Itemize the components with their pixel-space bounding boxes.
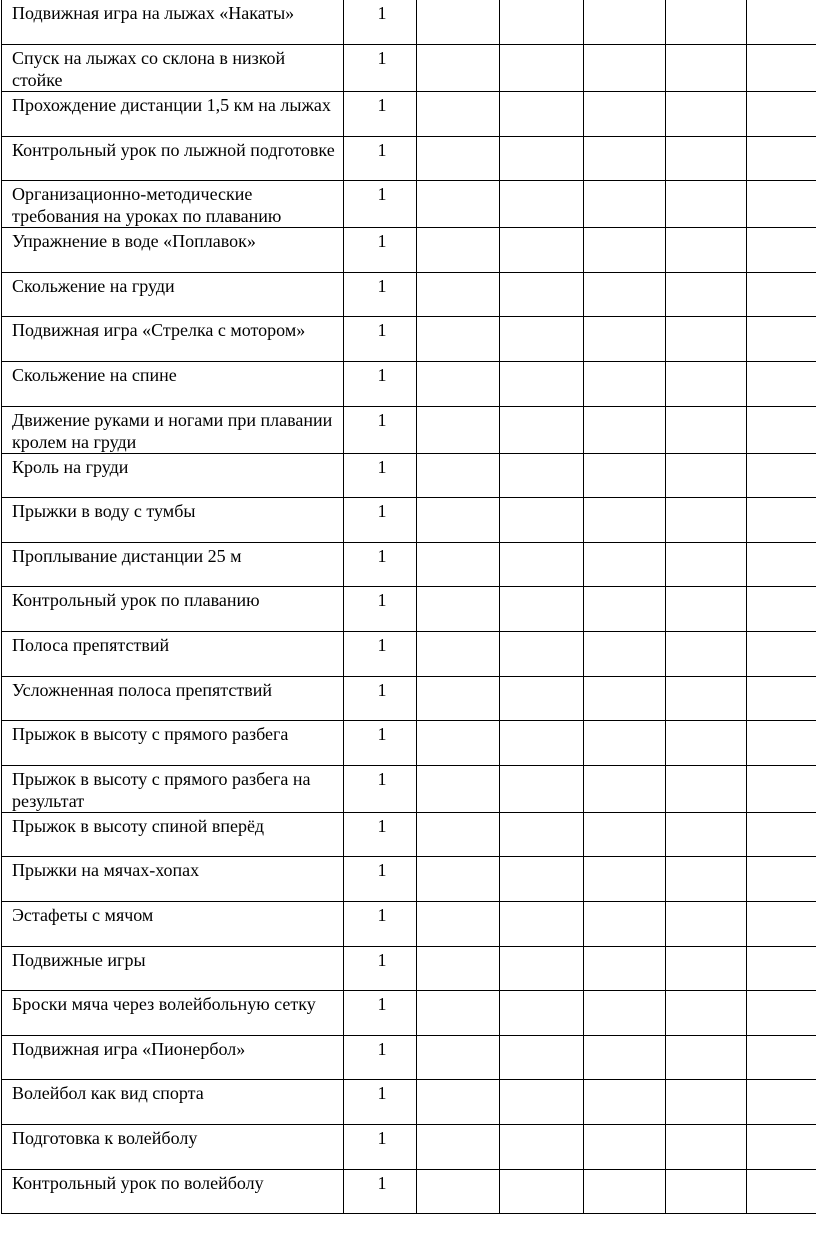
empty-cell bbox=[666, 45, 747, 92]
table-row bbox=[2, 946, 816, 991]
table-row bbox=[2, 136, 816, 181]
empty-cell bbox=[747, 542, 816, 587]
empty-cell bbox=[500, 765, 584, 812]
lesson-hours-cell: 1 bbox=[344, 181, 417, 228]
lesson-hours-cell: 1 bbox=[344, 453, 417, 498]
lesson-topic-cell: Прохождение дистанции 1,5 км на лыжах bbox=[2, 92, 344, 137]
table-row bbox=[2, 453, 816, 498]
empty-cell bbox=[666, 902, 747, 947]
empty-cell bbox=[666, 317, 747, 362]
empty-cell bbox=[584, 721, 666, 766]
empty-cell bbox=[500, 902, 584, 947]
table-row bbox=[2, 228, 816, 273]
lesson-topic-cell: Подвижные игры bbox=[2, 946, 344, 991]
empty-cell bbox=[666, 1124, 747, 1169]
empty-cell bbox=[584, 317, 666, 362]
lesson-topic-cell: Скольжение на спине bbox=[2, 362, 344, 407]
empty-cell bbox=[500, 857, 584, 902]
empty-cell bbox=[666, 362, 747, 407]
table-row bbox=[2, 765, 816, 812]
empty-cell bbox=[666, 676, 747, 721]
empty-cell bbox=[666, 542, 747, 587]
lesson-hours-cell: 1 bbox=[344, 406, 417, 453]
empty-cell bbox=[500, 721, 584, 766]
empty-cell bbox=[417, 946, 500, 991]
empty-cell bbox=[584, 1035, 666, 1080]
empty-cell bbox=[747, 1124, 816, 1169]
empty-cell bbox=[417, 45, 500, 92]
empty-cell bbox=[417, 0, 500, 45]
lesson-hours-cell: 1 bbox=[344, 498, 417, 543]
lesson-hours-cell: 1 bbox=[344, 362, 417, 407]
table-row bbox=[2, 317, 816, 362]
empty-cell bbox=[500, 0, 584, 45]
table-row bbox=[2, 587, 816, 632]
empty-cell bbox=[584, 542, 666, 587]
table-row bbox=[2, 542, 816, 587]
empty-cell bbox=[747, 1169, 816, 1214]
empty-cell bbox=[500, 228, 584, 273]
empty-cell bbox=[747, 946, 816, 991]
empty-cell bbox=[584, 228, 666, 273]
empty-cell bbox=[500, 1169, 584, 1214]
empty-cell bbox=[666, 228, 747, 273]
empty-cell bbox=[500, 812, 584, 857]
empty-cell bbox=[500, 45, 584, 92]
empty-cell bbox=[747, 1080, 816, 1125]
empty-cell bbox=[666, 991, 747, 1036]
empty-cell bbox=[584, 632, 666, 677]
empty-cell bbox=[584, 498, 666, 543]
empty-cell bbox=[417, 1169, 500, 1214]
lesson-hours-cell: 1 bbox=[344, 1124, 417, 1169]
lesson-topic-cell: Подготовка к волейболу bbox=[2, 1124, 344, 1169]
table-row bbox=[2, 0, 816, 45]
empty-cell bbox=[747, 136, 816, 181]
table-row bbox=[2, 92, 816, 137]
empty-cell bbox=[747, 721, 816, 766]
empty-cell bbox=[666, 498, 747, 543]
empty-cell bbox=[500, 362, 584, 407]
empty-cell bbox=[500, 136, 584, 181]
lesson-topic-cell: Прыжок в высоту с прямого разбега на результат bbox=[2, 765, 344, 812]
empty-cell bbox=[747, 406, 816, 453]
empty-cell bbox=[747, 632, 816, 677]
empty-cell bbox=[666, 587, 747, 632]
empty-cell bbox=[747, 453, 816, 498]
empty-cell bbox=[666, 181, 747, 228]
empty-cell bbox=[747, 181, 816, 228]
empty-cell bbox=[666, 765, 747, 812]
empty-cell bbox=[584, 946, 666, 991]
lesson-topic-cell: Организационно-методические требования на уроках по плаванию bbox=[2, 181, 344, 228]
empty-cell bbox=[747, 902, 816, 947]
empty-cell bbox=[666, 812, 747, 857]
empty-cell bbox=[584, 453, 666, 498]
empty-cell bbox=[747, 317, 816, 362]
table-row bbox=[2, 1124, 816, 1169]
empty-cell bbox=[500, 317, 584, 362]
empty-cell bbox=[417, 92, 500, 137]
lesson-topic-cell: Движение руками и ногами при плавании кролем на груди bbox=[2, 406, 344, 453]
lesson-hours-cell: 1 bbox=[344, 136, 417, 181]
lesson-hours-cell: 1 bbox=[344, 946, 417, 991]
table-row bbox=[2, 1080, 816, 1125]
lesson-plan-table bbox=[1, 0, 816, 1214]
empty-cell bbox=[747, 0, 816, 45]
empty-cell bbox=[584, 136, 666, 181]
lesson-hours-cell: 1 bbox=[344, 0, 417, 45]
empty-cell bbox=[500, 272, 584, 317]
empty-cell bbox=[500, 498, 584, 543]
empty-cell bbox=[666, 1169, 747, 1214]
empty-cell bbox=[666, 946, 747, 991]
table-row bbox=[2, 991, 816, 1036]
empty-cell bbox=[584, 181, 666, 228]
empty-cell bbox=[417, 362, 500, 407]
lesson-hours-cell: 1 bbox=[344, 857, 417, 902]
empty-cell bbox=[584, 812, 666, 857]
lesson-hours-cell: 1 bbox=[344, 676, 417, 721]
empty-cell bbox=[417, 721, 500, 766]
empty-cell bbox=[500, 1080, 584, 1125]
empty-cell bbox=[666, 632, 747, 677]
empty-cell bbox=[500, 453, 584, 498]
lesson-topic-cell: Подвижная игра на лыжах «Накаты» bbox=[2, 0, 344, 45]
empty-cell bbox=[666, 406, 747, 453]
empty-cell bbox=[666, 453, 747, 498]
empty-cell bbox=[417, 991, 500, 1036]
empty-cell bbox=[417, 1080, 500, 1125]
empty-cell bbox=[666, 0, 747, 45]
table-row bbox=[2, 362, 816, 407]
empty-cell bbox=[584, 272, 666, 317]
empty-cell bbox=[584, 45, 666, 92]
lesson-topic-cell: Упражнение в воде «Поплавок» bbox=[2, 228, 344, 273]
empty-cell bbox=[417, 272, 500, 317]
lesson-topic-cell: Усложненная полоса препятствий bbox=[2, 676, 344, 721]
empty-cell bbox=[500, 676, 584, 721]
empty-cell bbox=[747, 1035, 816, 1080]
lesson-hours-cell: 1 bbox=[344, 812, 417, 857]
table-row bbox=[2, 272, 816, 317]
empty-cell bbox=[417, 498, 500, 543]
empty-cell bbox=[747, 272, 816, 317]
empty-cell bbox=[584, 857, 666, 902]
empty-cell bbox=[584, 406, 666, 453]
empty-cell bbox=[417, 317, 500, 362]
lesson-topic-cell: Контрольный урок по лыжной подготовке bbox=[2, 136, 344, 181]
empty-cell bbox=[500, 92, 584, 137]
lesson-topic-cell: Спуск на лыжах со склона в низкой стойке bbox=[2, 45, 344, 92]
empty-cell bbox=[500, 946, 584, 991]
table-row bbox=[2, 45, 816, 92]
table-row bbox=[2, 406, 816, 453]
empty-cell bbox=[417, 857, 500, 902]
lesson-topic-cell: Эстафеты с мячом bbox=[2, 902, 344, 947]
empty-cell bbox=[747, 362, 816, 407]
empty-cell bbox=[500, 406, 584, 453]
lesson-hours-cell: 1 bbox=[344, 228, 417, 273]
table-row bbox=[2, 498, 816, 543]
empty-cell bbox=[584, 1124, 666, 1169]
empty-cell bbox=[500, 1124, 584, 1169]
empty-cell bbox=[417, 1124, 500, 1169]
lesson-topic-cell: Проплывание дистанции 25 м bbox=[2, 542, 344, 587]
lesson-plan-body bbox=[2, 0, 816, 1214]
table-row bbox=[2, 902, 816, 947]
empty-cell bbox=[584, 902, 666, 947]
lesson-hours-cell: 1 bbox=[344, 587, 417, 632]
empty-cell bbox=[584, 587, 666, 632]
lesson-topic-cell: Броски мяча через волейбольную сетку bbox=[2, 991, 344, 1036]
empty-cell bbox=[666, 857, 747, 902]
empty-cell bbox=[417, 228, 500, 273]
lesson-topic-cell: Прыжок в высоту с прямого разбега bbox=[2, 721, 344, 766]
lesson-hours-cell: 1 bbox=[344, 991, 417, 1036]
lesson-topic-cell: Прыжки на мячах-хопах bbox=[2, 857, 344, 902]
table-row bbox=[2, 181, 816, 228]
table-row bbox=[2, 812, 816, 857]
lesson-hours-cell: 1 bbox=[344, 765, 417, 812]
empty-cell bbox=[417, 453, 500, 498]
empty-cell bbox=[417, 902, 500, 947]
empty-cell bbox=[417, 181, 500, 228]
lesson-topic-cell: Волейбол как вид спорта bbox=[2, 1080, 344, 1125]
empty-cell bbox=[584, 1169, 666, 1214]
lesson-hours-cell: 1 bbox=[344, 272, 417, 317]
table-row bbox=[2, 676, 816, 721]
lesson-topic-cell: Кроль на груди bbox=[2, 453, 344, 498]
table-row bbox=[2, 857, 816, 902]
empty-cell bbox=[417, 812, 500, 857]
empty-cell bbox=[747, 765, 816, 812]
lesson-hours-cell: 1 bbox=[344, 1169, 417, 1214]
empty-cell bbox=[666, 92, 747, 137]
empty-cell bbox=[747, 498, 816, 543]
empty-cell bbox=[500, 1035, 584, 1080]
table-row bbox=[2, 632, 816, 677]
table-row bbox=[2, 1169, 816, 1214]
empty-cell bbox=[584, 0, 666, 45]
empty-cell bbox=[666, 1035, 747, 1080]
empty-cell bbox=[747, 812, 816, 857]
table-row bbox=[2, 721, 816, 766]
empty-cell bbox=[584, 1080, 666, 1125]
lesson-hours-cell: 1 bbox=[344, 1035, 417, 1080]
empty-cell bbox=[584, 991, 666, 1036]
lesson-hours-cell: 1 bbox=[344, 317, 417, 362]
empty-cell bbox=[500, 542, 584, 587]
empty-cell bbox=[584, 676, 666, 721]
empty-cell bbox=[417, 542, 500, 587]
empty-cell bbox=[747, 45, 816, 92]
lesson-topic-cell: Подвижная игра «Стрелка с мотором» bbox=[2, 317, 344, 362]
lesson-topic-cell: Контрольный урок по волейболу bbox=[2, 1169, 344, 1214]
empty-cell bbox=[500, 587, 584, 632]
empty-cell bbox=[666, 272, 747, 317]
empty-cell bbox=[666, 1080, 747, 1125]
empty-cell bbox=[747, 92, 816, 137]
empty-cell bbox=[747, 991, 816, 1036]
lesson-topic-cell: Полоса препятствий bbox=[2, 632, 344, 677]
empty-cell bbox=[417, 1035, 500, 1080]
empty-cell bbox=[500, 991, 584, 1036]
lesson-hours-cell: 1 bbox=[344, 542, 417, 587]
lesson-topic-cell: Прыжки в воду с тумбы bbox=[2, 498, 344, 543]
empty-cell bbox=[500, 632, 584, 677]
lesson-hours-cell: 1 bbox=[344, 632, 417, 677]
empty-cell bbox=[500, 181, 584, 228]
empty-cell bbox=[584, 765, 666, 812]
empty-cell bbox=[584, 92, 666, 137]
empty-cell bbox=[666, 721, 747, 766]
table-row bbox=[2, 1035, 816, 1080]
empty-cell bbox=[417, 676, 500, 721]
lesson-hours-cell: 1 bbox=[344, 45, 417, 92]
empty-cell bbox=[417, 587, 500, 632]
empty-cell bbox=[666, 136, 747, 181]
empty-cell bbox=[417, 632, 500, 677]
empty-cell bbox=[747, 676, 816, 721]
lesson-topic-cell: Подвижная игра «Пионербол» bbox=[2, 1035, 344, 1080]
empty-cell bbox=[417, 765, 500, 812]
empty-cell bbox=[584, 362, 666, 407]
empty-cell bbox=[417, 136, 500, 181]
lesson-hours-cell: 1 bbox=[344, 1080, 417, 1125]
lesson-topic-cell: Прыжок в высоту спиной вперёд bbox=[2, 812, 344, 857]
lesson-hours-cell: 1 bbox=[344, 902, 417, 947]
empty-cell bbox=[747, 587, 816, 632]
lesson-topic-cell: Контрольный урок по плаванию bbox=[2, 587, 344, 632]
empty-cell bbox=[417, 406, 500, 453]
lesson-hours-cell: 1 bbox=[344, 721, 417, 766]
lesson-hours-cell: 1 bbox=[344, 92, 417, 137]
lesson-topic-cell: Скольжение на груди bbox=[2, 272, 344, 317]
empty-cell bbox=[747, 857, 816, 902]
empty-cell bbox=[747, 228, 816, 273]
